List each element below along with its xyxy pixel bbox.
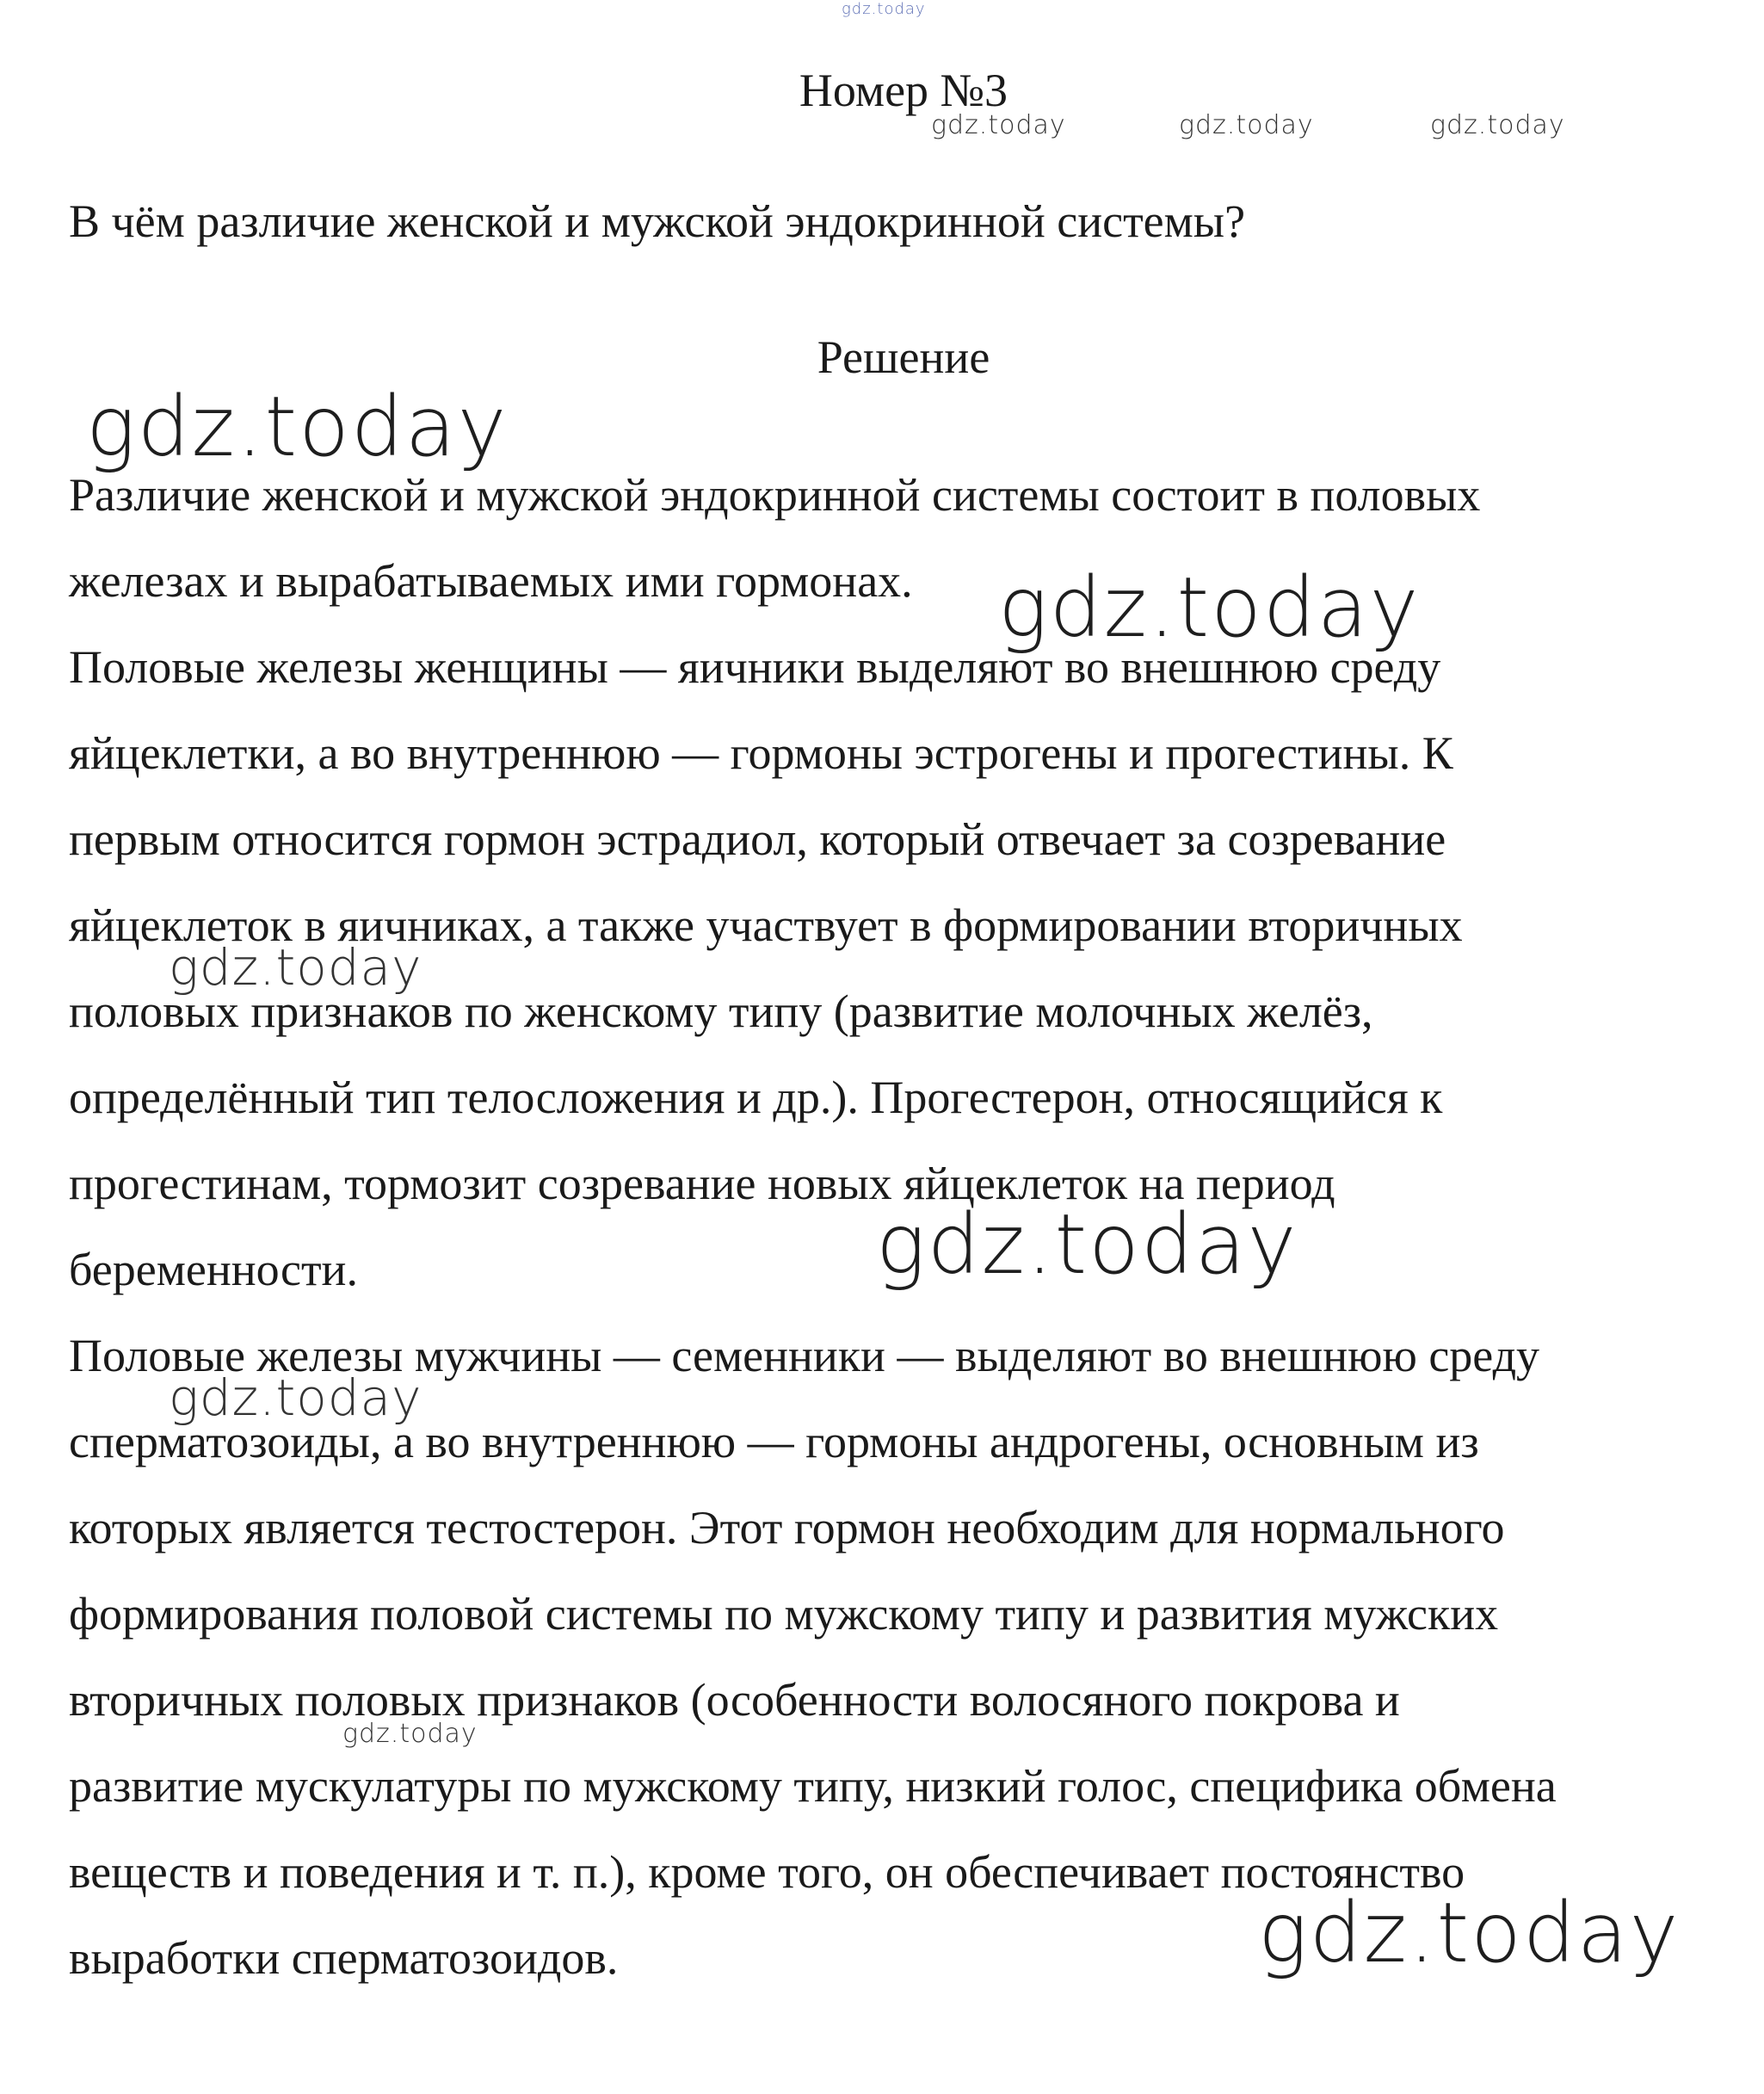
watermark: gdz.today [842,0,926,18]
watermark: gdz.today [998,559,1421,656]
answer-line: сперматозоиды, а во внутреннюю — гормоны андрогены, основным из [69,1416,1479,1467]
solution-heading: Решение [817,331,990,383]
answer-line: Половые железы женщины — яичники выделяют во внешнюю среду [69,641,1441,693]
page-title: Номер №3 [799,65,1008,116]
answer-line: Различие женской и мужской эндокринной системы состоит в половых [69,469,1481,521]
watermark: gdz.today [1430,110,1565,140]
watermark: gdz.today [931,110,1066,140]
answer-line: яйцеклеток в яичниках, а также участвует в формировании вторичных [69,899,1463,951]
answer-line: веществ и поведения и т. п.), кроме того, он обеспечивает постоянство [69,1846,1465,1898]
answer-line: выработки сперматозоидов. [69,1932,619,1984]
question-text: В чём различие женской и мужской эндокринной системы? [69,195,1246,247]
watermark: gdz.today [1179,110,1314,140]
answer-line: железах и вырабатываемых ими гормонах. [69,555,913,607]
answer-line: половых признаков по женскому типу (развитие молочных желёз, [69,985,1373,1037]
answer-line: формирования половой системы по мужскому типу и развития мужских [69,1588,1499,1640]
watermark: gdz.today [342,1719,478,1749]
watermark: gdz.today [1258,1885,1681,1981]
answer-line: яйцеклетки, а во внутреннюю — гормоны эстрогены и прогестины. К [69,727,1453,779]
answer-line: прогестинам, тормозит созревание новых яйцеклеток на период [69,1158,1335,1209]
answer-line: развитие мускулатуры по мужскому типу, низкий голос, специфика обмена [69,1760,1557,1812]
watermark: gdz.today [169,938,422,997]
watermark: gdz.today [876,1196,1298,1293]
answer-line: Половые железы мужчины — семенники — выделяют во внешнюю среду [69,1330,1540,1381]
answer-line: беременности. [69,1244,358,1295]
answer-line: определённый тип телосложения и др.). Прогестерон, относящийся к [69,1072,1443,1123]
watermark: gdz.today [169,1368,422,1427]
watermark: gdz.today [86,379,509,475]
answer-line: которых является тестостерон. Этот гормон необходим для нормального [69,1502,1505,1554]
answer-line: вторичных половых признаков (особенности волосяного покрова и [69,1674,1400,1726]
answer-line: первым относится гормон эстрадиол, который отвечает за созревание [69,813,1446,865]
